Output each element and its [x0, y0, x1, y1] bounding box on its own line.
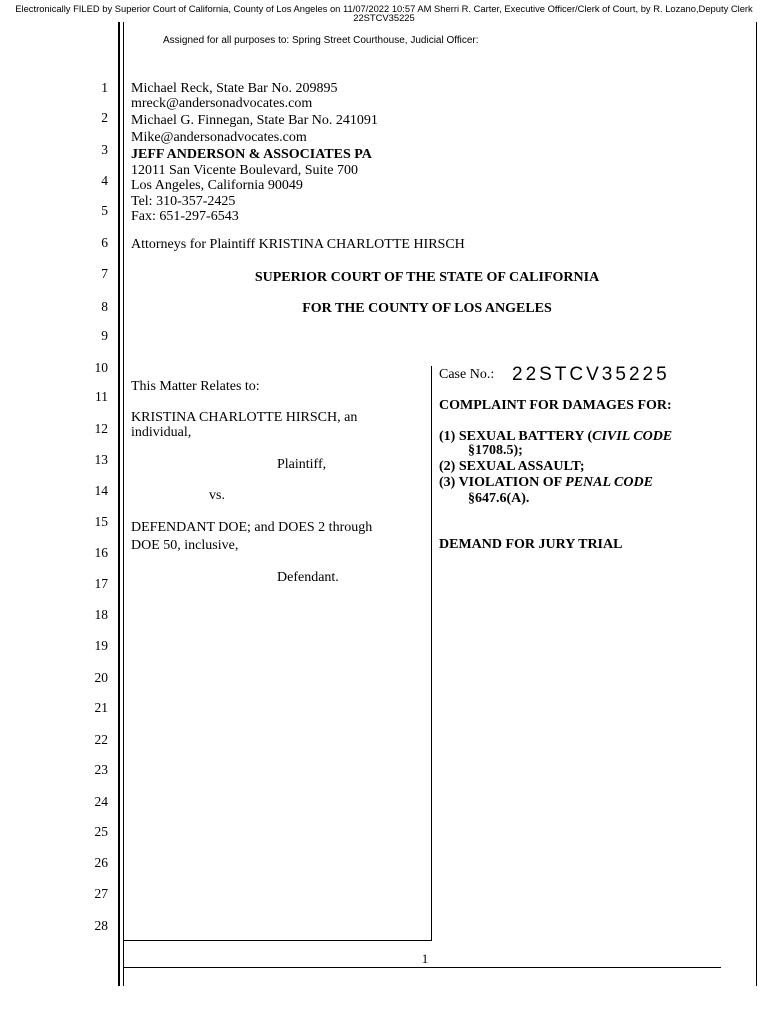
attorney-2-email: Mike@andersonadvocates.com [131, 130, 307, 145]
pleading-margin-line-inner [123, 22, 124, 986]
claim-3-text: (3) VIOLATION OF [439, 475, 566, 490]
filing-stamp: Electronically FILED by Superior Court of California, County of Los Angeles on 11/07/2022 10:57 AM Sherri R. Carter, Executive Officer/Clerk of Court, by R. Lozano,Deputy Clerk [15, 3, 753, 14]
claim-3-section: §647.6(A). [468, 491, 530, 506]
case-number-stamp: 22STCV35225 [353, 12, 415, 23]
line-number: 9 [101, 328, 108, 343]
attorney-1-email: mreck@andersonadvocates.com [131, 96, 313, 111]
plaintiff-description: individual, [131, 425, 192, 440]
court-county: FOR THE COUNTY OF LOS ANGELES [302, 301, 552, 316]
line-number: 27 [94, 886, 108, 901]
line-number: 2 [101, 110, 108, 125]
line-number: 18 [94, 607, 108, 622]
line-number: 19 [94, 638, 108, 653]
claim-3-code: PENAL CODE [565, 475, 653, 490]
claim-1-section: §1708.5); [468, 443, 523, 458]
line-number: 15 [94, 514, 108, 529]
page-number: 1 [421, 951, 429, 966]
jury-demand: DEMAND FOR JURY TRIAL [439, 537, 623, 552]
case-number-label: Case No.: [439, 367, 495, 382]
line-number: 4 [101, 173, 108, 188]
firm-telephone: Tel: 310-357-2425 [131, 194, 236, 209]
line-number: 12 [94, 421, 108, 436]
claim-1-text: (1) SEXUAL BATTERY ( [439, 429, 593, 444]
line-number: 23 [94, 762, 108, 777]
line-number: 25 [94, 824, 108, 839]
line-number: 1 [101, 80, 108, 95]
defendant-label: Defendant. [277, 570, 339, 585]
line-number: 3 [101, 142, 108, 157]
complaint-title: COMPLAINT FOR DAMAGES FOR: [439, 398, 672, 413]
line-number: 14 [94, 483, 108, 498]
plaintiff-name: KRISTINA CHARLOTTE HIRSCH, an [131, 410, 358, 425]
line-number: 5 [101, 203, 108, 218]
line-number: 28 [94, 918, 108, 933]
caption-bottom-rule [124, 940, 432, 941]
firm-address-line1: 12011 San Vicente Boulevard, Suite 700 [131, 163, 359, 178]
law-firm-name: JEFF ANDERSON & ASSOCIATES PA [131, 147, 372, 162]
firm-fax: Fax: 651-297-6543 [131, 209, 239, 224]
assigned-courthouse-line: Assigned for all purposes to: Spring Street Courthouse, Judicial Officer: [163, 35, 479, 46]
case-number: 22STCV35225 [512, 364, 670, 385]
page-right-border [756, 22, 757, 986]
versus-label: vs. [209, 488, 225, 503]
attorney-1-name: Michael Reck, State Bar No. 209895 [131, 81, 338, 96]
caption-divider [431, 366, 432, 940]
line-number: 13 [94, 452, 108, 467]
matter-relates-label: This Matter Relates to: [131, 379, 260, 394]
defendant-line2: DOE 50, inclusive, [131, 538, 239, 553]
line-number: 20 [94, 670, 108, 685]
attorney-2-name: Michael G. Finnegan, State Bar No. 241091 [131, 113, 378, 128]
footer-rule [124, 967, 721, 968]
plaintiff-label: Plaintiff, [277, 457, 327, 472]
line-number: 21 [94, 700, 108, 715]
firm-address-line2: Los Angeles, California 90049 [131, 178, 303, 193]
line-number: 17 [94, 576, 108, 591]
court-title: SUPERIOR COURT OF THE STATE OF CALIFORNIA [254, 270, 600, 285]
pleading-margin-line [118, 22, 120, 986]
line-number: 7 [101, 266, 108, 281]
line-number: 16 [94, 545, 108, 560]
line-number: 22 [94, 732, 108, 747]
claim-1-code: CIVIL CODE [592, 429, 673, 444]
attorneys-for-plaintiff: Attorneys for Plaintiff KRISTINA CHARLOTTE HIRSCH [131, 237, 465, 252]
claim-2: (2) SEXUAL ASSAULT; [439, 459, 585, 474]
line-number: 6 [101, 235, 108, 250]
claim-3 [439, 475, 653, 491]
line-number: 24 [94, 794, 108, 809]
line-number: 11 [95, 389, 108, 404]
line-number: 26 [94, 855, 108, 870]
line-number: 8 [101, 299, 108, 314]
defendant-line1: DEFENDANT DOE; and DOES 2 through [131, 520, 373, 535]
line-number: 10 [94, 360, 108, 375]
